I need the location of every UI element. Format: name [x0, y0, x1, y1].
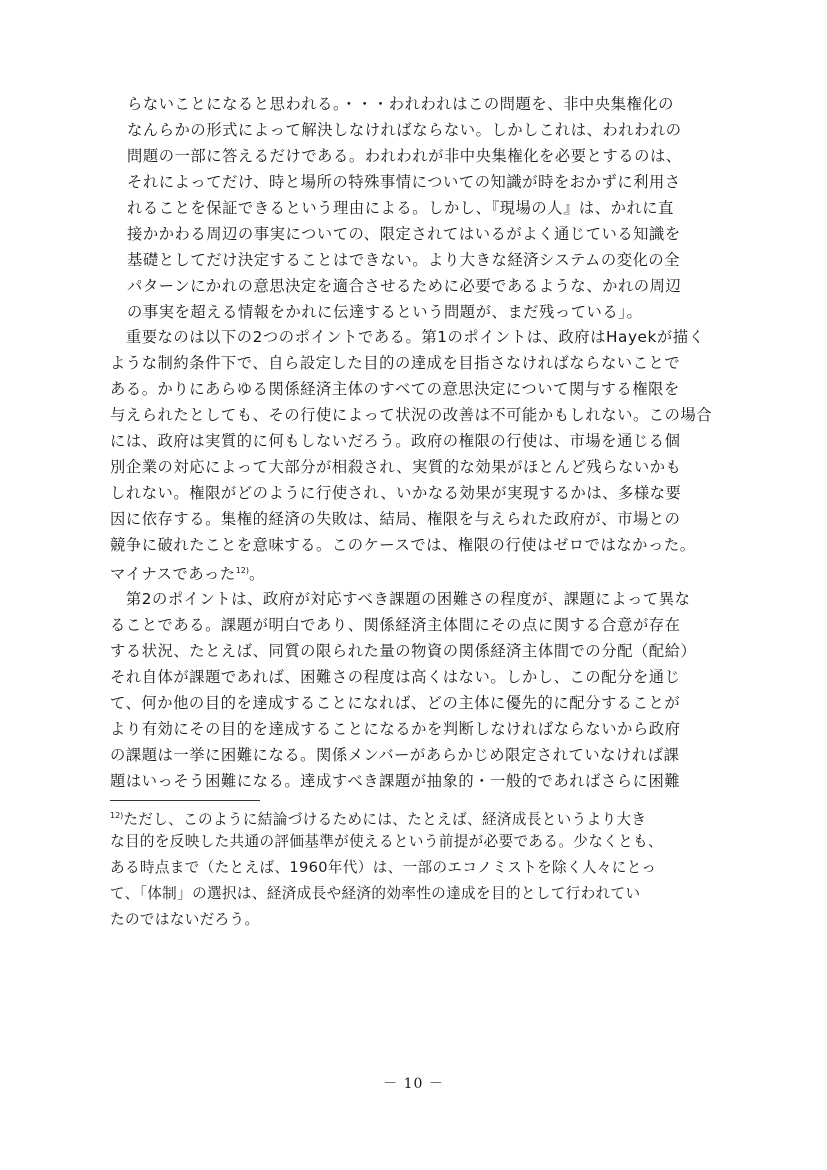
body-line: より有効にその目的を達成することになるかを判断しなければならないから政府	[110, 720, 681, 738]
footnote-marker: 12)	[110, 811, 124, 820]
body-line: ような制約条件下で、自ら設定した目的の達成を目指さなければならないことで	[110, 354, 681, 372]
body-line: 与えられたとしても、その行使によって状況の改善は不可能かもしれない。この場合	[110, 406, 713, 424]
quote-line: 接かかわる周辺の事実についての、限定されてはいるがよく通じている知識を	[127, 225, 681, 243]
quote-line: れることを保証できるという理由による。しかし、『現場の人』は、かれに直	[127, 199, 674, 217]
body-line: て、何か他の目的を達成することになれば、どの主体に優先的に配分することが	[110, 694, 681, 712]
body-line: ることである。課題が明白であり、関係経済主体間にその点に関する合意が存在	[110, 616, 681, 634]
quote-line: なんらかの形式によって解決しなければならない。しかしこれは、われわれの	[127, 121, 682, 139]
body-line: 因に依存する。集権的経済の失敗は、結局、権限を与えられた政府が、市場との	[110, 510, 681, 528]
footnote-line: な目的を反映した共通の評価基準が使えるという前提が必要である。少なくとも、	[110, 833, 663, 850]
body-line: ある。かりにあらゆる関係経済主体のすべての意思決定について関与する権限を	[110, 380, 680, 398]
quote-line: パターンにかれの意思決定を適合させるために必要であるような、かれの周辺	[127, 277, 682, 295]
footnote-line: たのではないだろう。	[110, 911, 260, 928]
body-line-end: 。	[249, 565, 265, 584]
body-line: 競争に破れたことを意味する。このケースでは、権限の行使はゼロではなかった。	[110, 536, 696, 554]
body-line-text: マイナスであった	[110, 565, 236, 584]
body-line: 第2のポイントは、政府が対応すべき課題の困難さの程度が、課題によって異な	[110, 590, 691, 608]
quote-line: らないことになると思われる。・・・われわれはこの問題を、非中央集権化の	[127, 95, 674, 113]
quote-line: 問題の一部に答えるだけである。われわれが非中央集権化を必要とするのは、	[127, 147, 682, 165]
quote-line: の事実を超える情報をかれに伝達するという問題が、まだ残っている」。	[127, 303, 643, 321]
body-line: 題はいっそう困難になる。達成すべき課題が抽象的・一般的であればさらに困難	[110, 772, 681, 790]
footnote-line	[110, 806, 646, 830]
page-number: － 10 －	[383, 1076, 444, 1092]
body-line	[110, 561, 265, 584]
body-line: それ自体が課題であれば、困難さの程度は高くはない。しかし、この配分を通じ	[110, 668, 681, 686]
body-line: する状況、たとえば、同質の限られた量の物資の関係経済主体間での分配（配給）	[110, 642, 697, 660]
footnote-reference[interactable]: 12)	[235, 566, 250, 575]
footnote-text: ただし、このように結論づけるためには、たとえば、経済成長というより大き	[123, 810, 647, 828]
body-line: しれない。権限がどのように行使され、いかなる効果が実現するかは、多様な要	[110, 484, 682, 502]
quote-line: 基礎としてだけ決定することはできない。より大きな経済システムの変化の全	[127, 251, 681, 269]
footnote-separator	[110, 800, 260, 801]
footnote-line: ある時点まで（たとえば、1960年代）は、一部のエコノミストを除く人々にとっ	[110, 859, 657, 876]
body-line: 重要なのは以下の2つのポイントである。第1のポイントは、政府はHayekが描く	[110, 328, 705, 346]
body-line: の課題は一挙に困難になる。関係メンバーがあらかじめ限定されていなければ課	[110, 746, 680, 764]
body-line: 別企業の対応によって大部分が相殺され、実質的な効果がほとんど残らないかも	[110, 458, 682, 476]
body-line: には、政府は実質的に何もしないだろう。政府の権限の行使は、市場を通じる個	[110, 432, 681, 450]
footnote-line: て、「体制」の選択は、経済成長や経済的効率性の達成を目的として行われてい	[110, 885, 641, 902]
quote-line: それによってだけ、時と場所の特殊事情についての知識が時をおかずに利用さ	[127, 173, 681, 191]
